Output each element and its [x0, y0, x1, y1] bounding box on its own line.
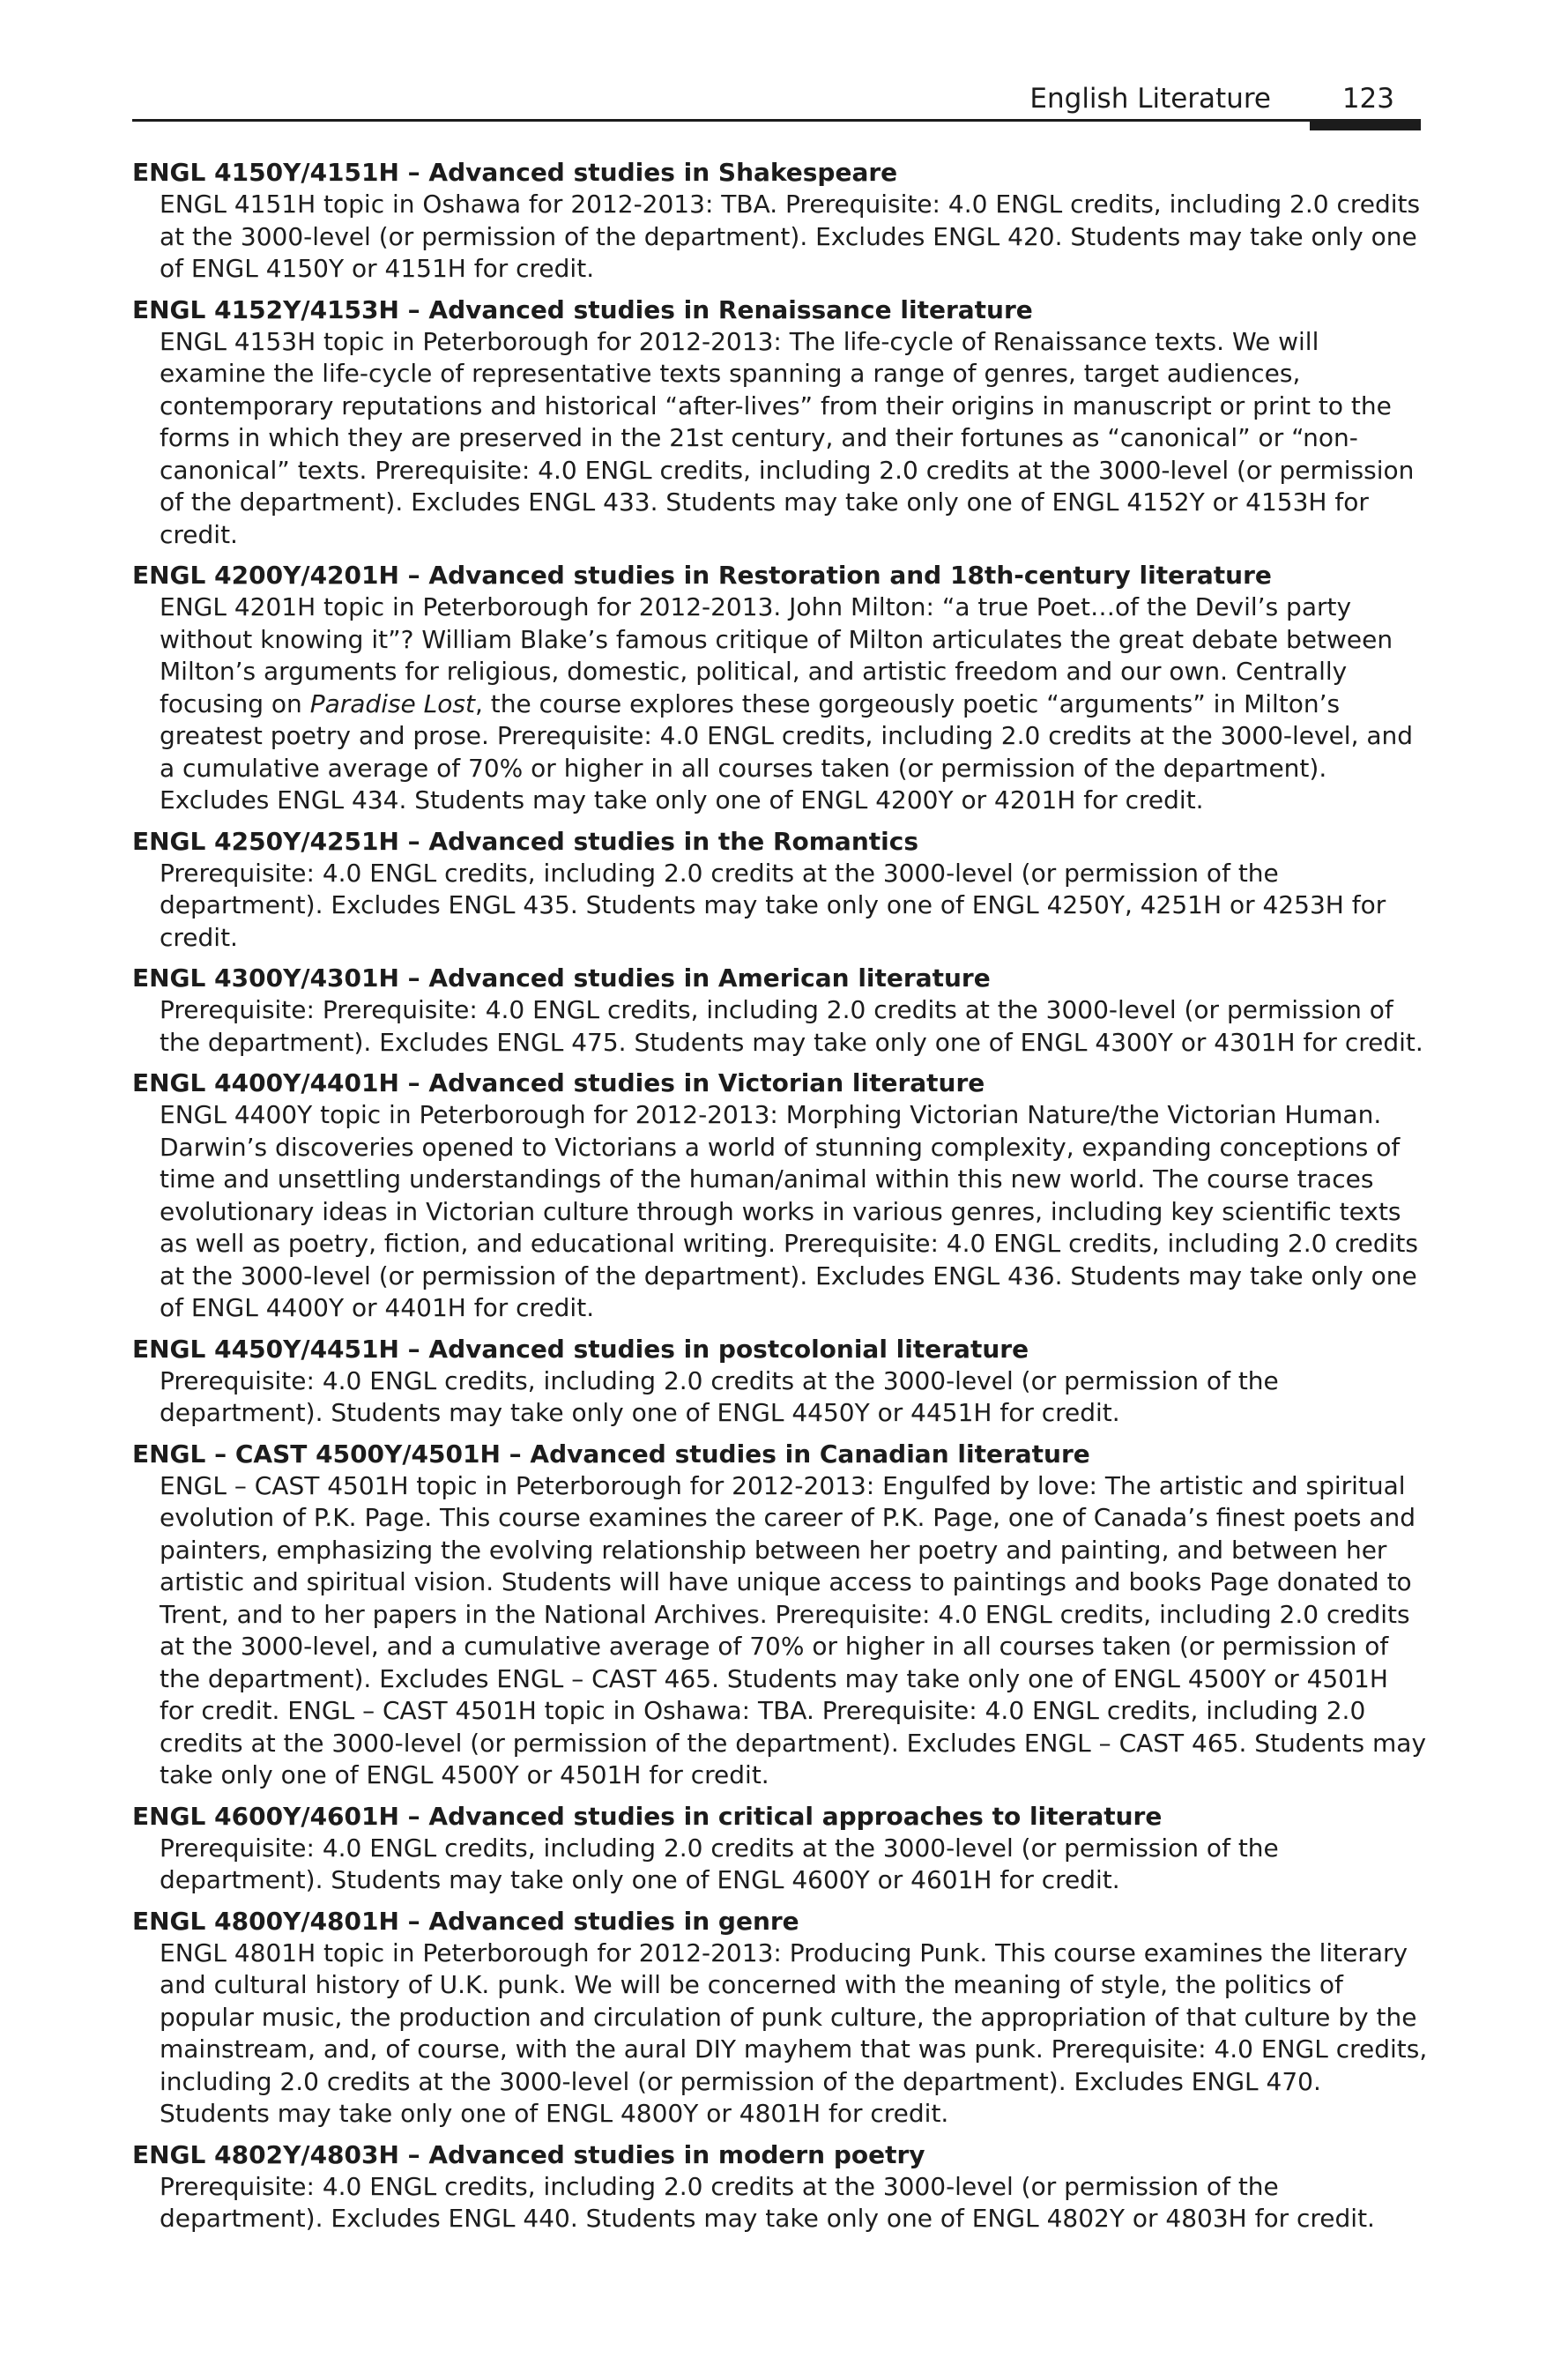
page-number: 123 — [1341, 83, 1394, 115]
course-description: ENGL 4151H topic in Oshawa for 2012-2013: TBA. Prerequisite: 4.0 ENGL credits, including 2.0 credits at the 3000-level (or permission of the department). Excludes ENGL 420. Students may take only one of ENGL 4150Y or 4151H for credit. — [160, 190, 1421, 283]
course-title: ENGL 4250Y/4251H – Advanced studies in the Romantics — [132, 826, 919, 856]
course-entry — [132, 826, 1428, 955]
course-title: ENGL 4300Y/4301H – Advanced studies in American literature — [132, 963, 991, 993]
page-header — [132, 81, 1421, 138]
course-list — [132, 157, 1428, 2244]
course-title: ENGL 4400Y/4401H – Advanced studies in Victorian literature — [132, 1068, 985, 1097]
course-description: Prerequisite: Prerequisite: 4.0 ENGL credits, including 2.0 credits at the 3000-level (or permission of the department). Excludes ENGL 475. Students may take only one of ENGL 4300Y or 4301H for credit. — [160, 995, 1423, 1057]
course-title: ENGL 4800Y/4801H – Advanced studies in genre — [132, 1906, 799, 1936]
course-description: ENGL 4153H topic in Peterborough for 2012-2013: The life-cycle of Renaissance texts. We will examine the life-cycle of representative texts spanning a range of genres, target audiences, contemporary reputations and historical “after-lives” from their origins in manuscript or print to the forms in which they are preserved in the 21st century, and their fortunes as “canonical” or “non-canonical” texts. Prerequisite: 4.0 ENGL credits, including 2.0 credits at the 3000-level (or permission of the department). Excludes ENGL 433. Students may take only one of ENGL 4152Y or 4153H for credit. — [160, 326, 1415, 549]
course-entry — [132, 1334, 1428, 1430]
header-tab — [1310, 120, 1421, 130]
course-entry — [132, 963, 1428, 1059]
course-title: ENGL 4150Y/4151H – Advanced studies in Shakespeare — [132, 158, 898, 187]
section-title: English Literature — [1029, 83, 1271, 115]
course-title: ENGL 4152Y/4153H – Advanced studies in Renaissance literature — [132, 294, 1033, 324]
header-rule — [132, 119, 1421, 122]
course-description: Prerequisite: 4.0 ENGL credits, including 2.0 credits at the 3000-level (or permission of the department). Students may take only one of ENGL 4600Y or 4601H for credit. — [160, 1833, 1279, 1894]
course-title: ENGL – CAST 4500Y/4501H – Advanced studies in Canadian literature — [132, 1439, 1090, 1469]
course-entry — [132, 294, 1428, 552]
course-entry — [132, 1067, 1428, 1325]
course-description: ENGL 4801H topic in Peterborough for 2012-2013: Producing Punk. This course examines the literary and cultural history of U.K. punk. We will be concerned with the meaning of style, the politics of popular music, the production and circulation of punk culture, the appropriation of that culture by the mainstream, and, of course, with the aural DIY mayhem that was punk. Prerequisite: 4.0 ENGL credits, including 2.0 credits at the 3000-level (or permission of the department). Excludes ENGL 470. Students may take only one of ENGL 4800Y or 4801H for credit. — [160, 1937, 1428, 2128]
course-description: Prerequisite: 4.0 ENGL credits, including 2.0 credits at the 3000-level (or permission of the department). Excludes ENGL 435. Students may take only one of ENGL 4250Y, 4251H or 4253H for credit. — [160, 858, 1386, 952]
course-description: ENGL 4400Y topic in Peterborough for 2012-2013: Morphing Victorian Nature/the Victorian Human. Darwin’s discoveries opened to Victorians a world of stunning complexity, expanding conceptions of time and unsettling understandings of the human/animal within this new world. The course traces evolutionary ideas in Victorian culture through works in various genres, including key scientific texts as well as poetry, fiction, and educational writing. Prerequisite: 4.0 ENGL credits, including 2.0 credits at the 3000-level (or permission of the department). Excludes ENGL 436. Students may take only one of ENGL 4400Y or 4401H for credit. — [160, 1100, 1418, 1322]
course-description — [160, 591, 1428, 817]
course-title: ENGL 4802Y/4803H – Advanced studies in modern poetry — [132, 2139, 925, 2169]
course-title: ENGL 4200Y/4201H – Advanced studies in Restoration and 18th-century literature — [132, 561, 1272, 590]
course-entry — [132, 157, 1428, 286]
course-description: Prerequisite: 4.0 ENGL credits, including 2.0 credits at the 3000-level (or permission of the department). Students may take only one of ENGL 4450Y or 4451H for credit. — [160, 1365, 1279, 1427]
course-entry — [132, 1439, 1428, 1792]
description-text: ENGL 4201H topic in Peterborough for 2012-2013. John Milton: “a true Poet…of the Devil’s party without knowing it”? William Blake’s famous critique of Milton articulates the great debate between Milton’s arguments for religious, domestic, political, and artistic freedom and our own. Centrally focusing on — [160, 592, 1393, 718]
course-description: Prerequisite: 4.0 ENGL credits, including 2.0 credits at the 3000-level (or permission of the department). Excludes ENGL 440. Students may take only one of ENGL 4802Y or 4803H for credit. — [160, 2171, 1375, 2233]
course-title: ENGL 4600Y/4601H – Advanced studies in critical approaches to literature — [132, 1801, 1163, 1831]
book-title: Paradise Lost — [309, 688, 475, 718]
course-entry — [132, 1801, 1428, 1897]
course-entry — [132, 560, 1428, 817]
description-text: , the course explores these gorgeously poetic “arguments” in Milton’s greatest poetry and prose. Prerequisite: 4.0 ENGL credits, including 2.0 credits at the 3000-level, and a cumulative average of 70% or higher in all courses taken (or permission of the department). Excludes ENGL 434. Students may take only one of ENGL 4200Y or 4201H for credit. — [160, 688, 1414, 814]
course-title: ENGL 4450Y/4451H – Advanced studies in postcolonial literature — [132, 1334, 1029, 1364]
course-description: ENGL – CAST 4501H topic in Peterborough for 2012-2013: Engulfed by love: The artistic and spiritual evolution of P.K. Page. This course examines the career of P.K. Page, one of Canada’s finest poets and painters, emphasizing the evolving relationship between her poetry and painting, and between her artistic and spiritual vision. Students will have unique access to paintings and books Page donated to Trent, and to her papers in the National Archives. Prerequisite: 4.0 ENGL credits, including 2.0 credits at the 3000-level, and a cumulative average of 70% or higher in all courses taken (or permission of the department). Excludes ENGL – CAST 465. Students may take only one of ENGL 4500Y or 4501H for credit. ENGL – CAST 4501H topic in Oshawa: TBA. Prerequisite: 4.0 ENGL credits, including 2.0 credits at the 3000-level (or permission of the department). Excludes ENGL – CAST 465. Students may take only one of ENGL 4500Y or 4501H for credit. — [160, 1470, 1427, 1789]
course-entry — [132, 1906, 1428, 2131]
course-entry — [132, 2139, 1428, 2235]
